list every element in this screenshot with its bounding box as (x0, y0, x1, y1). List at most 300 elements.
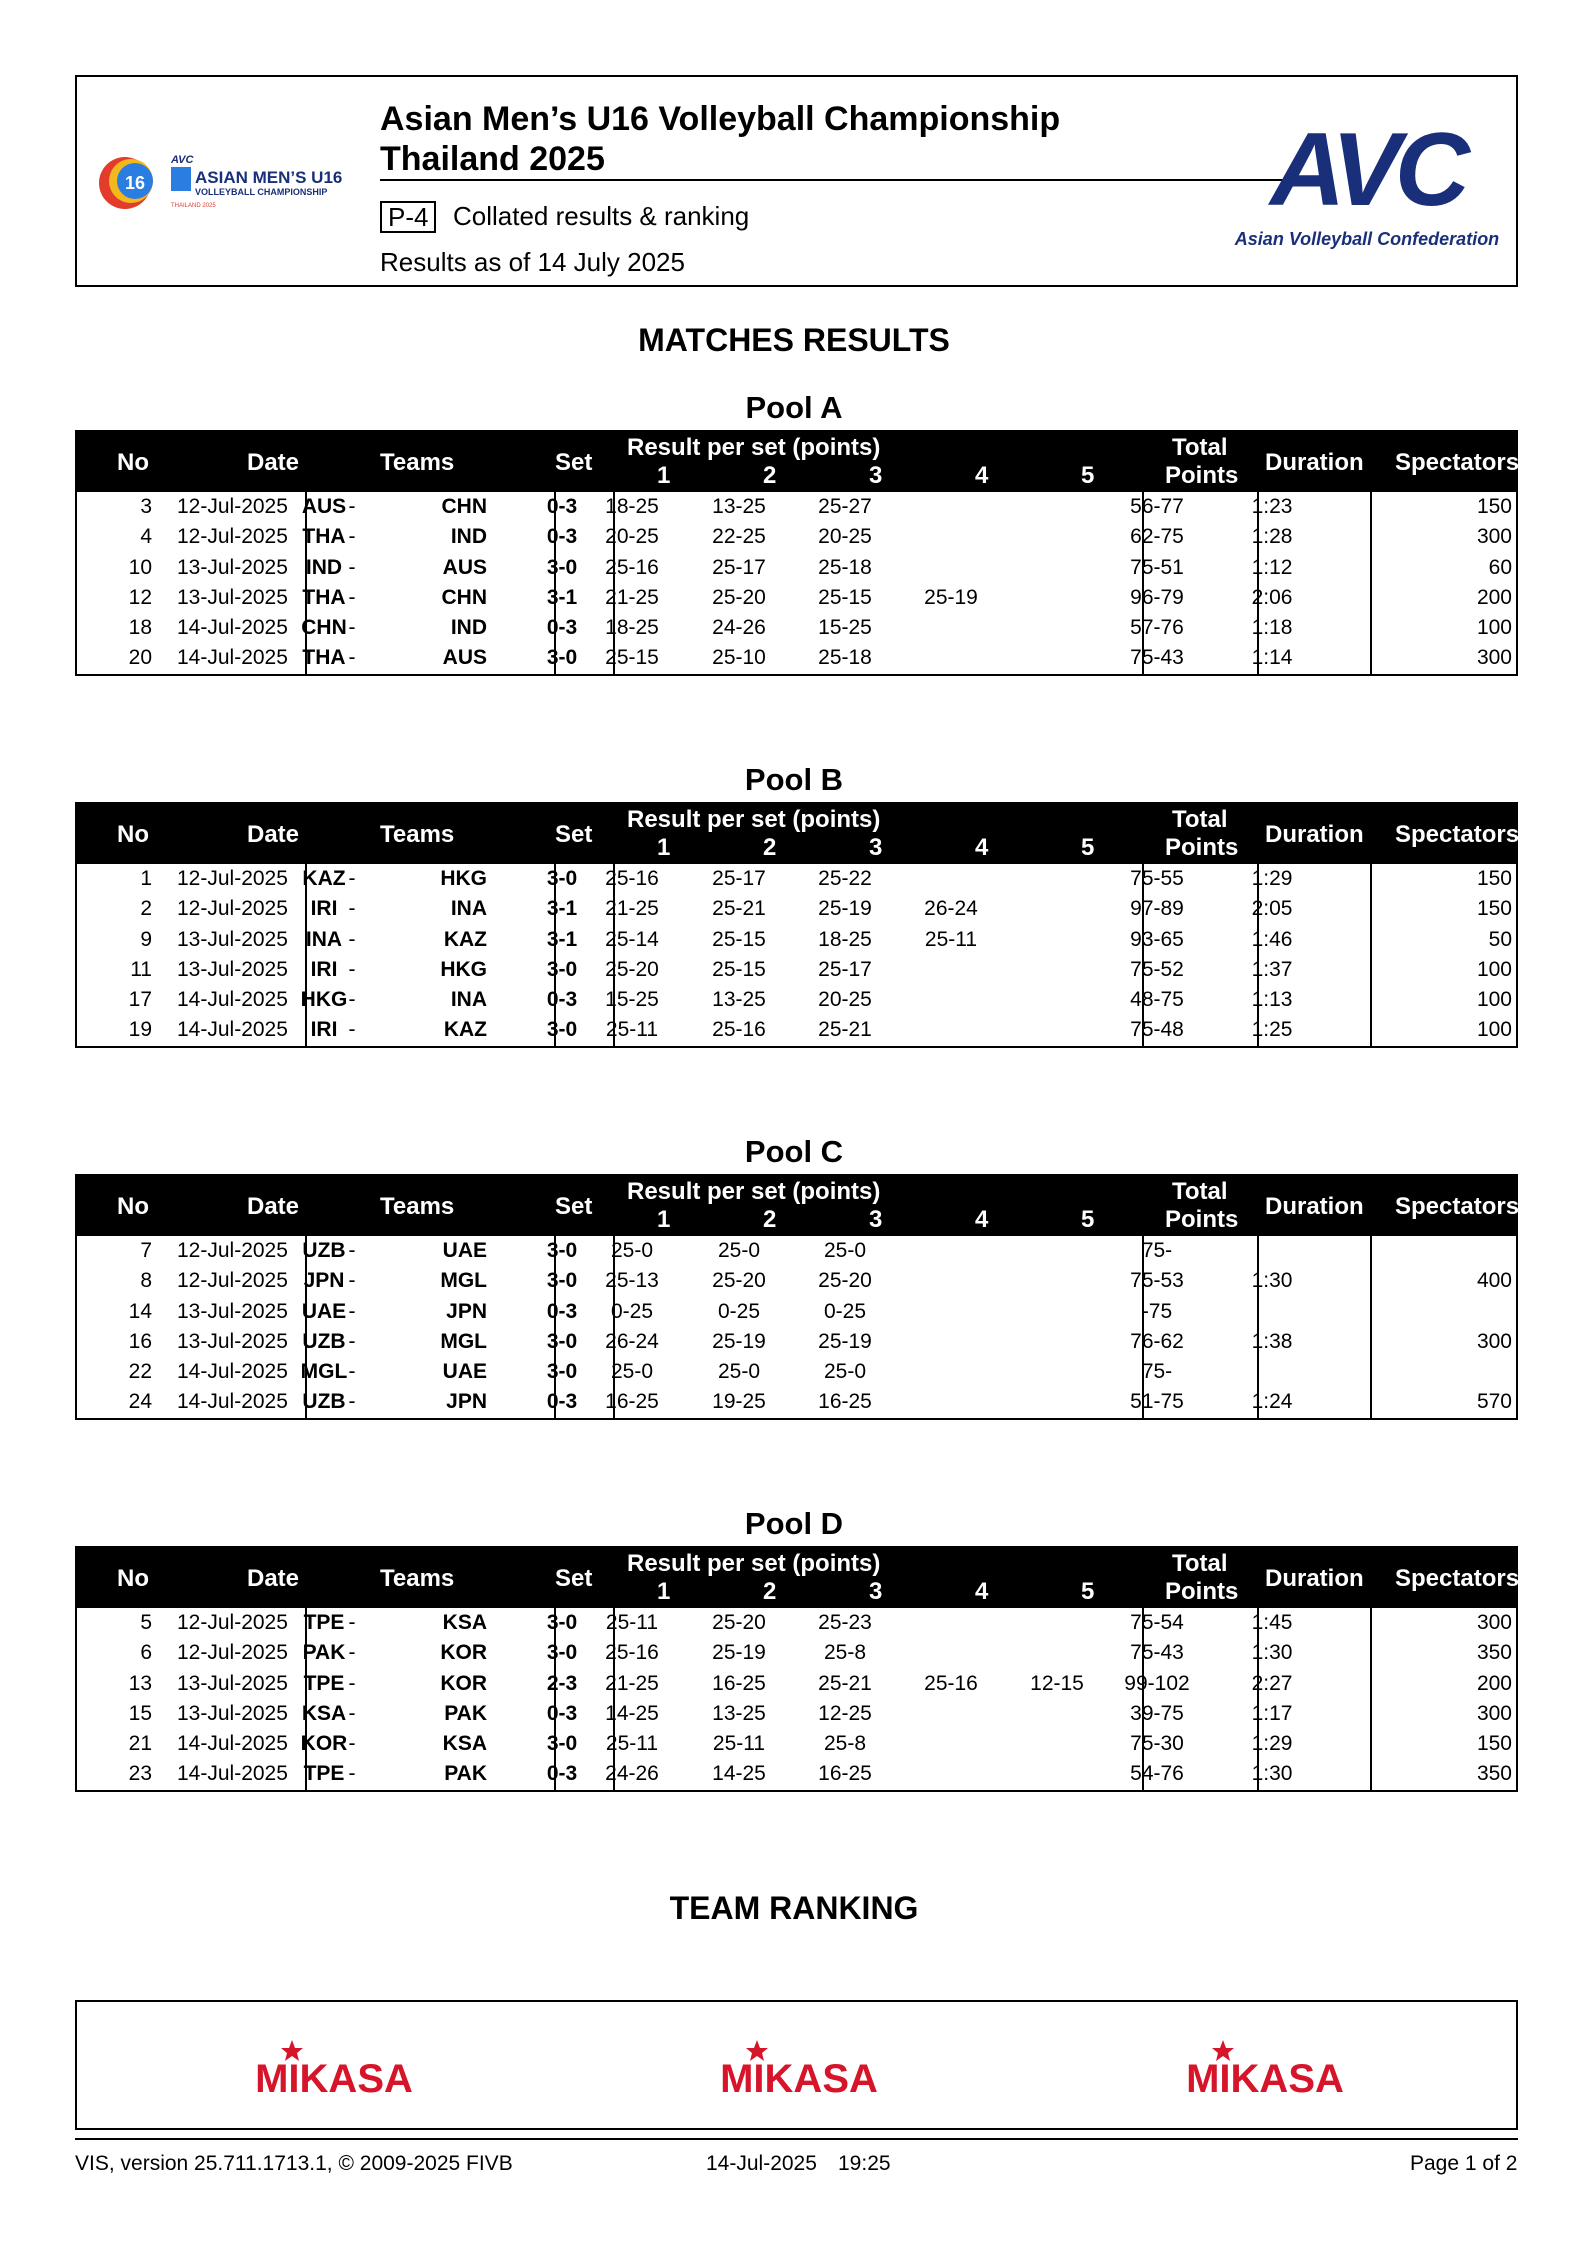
match-no: 12 (128, 585, 152, 609)
set-4-score: 25-16 (924, 1671, 978, 1695)
col-set-3-header: 3 (869, 1206, 883, 1233)
col-set-2-header: 2 (763, 834, 777, 861)
table-row: 8 12-Jul-2025 JPN - MGL 3-0 25-13 25-20 25-20 75-53 1:30 400 (77, 1266, 1516, 1296)
col-teams-header: Teams (380, 1193, 455, 1220)
spectators: 400 (1476, 1269, 1512, 1293)
match-date: 12-Jul-2025 (177, 867, 288, 890)
column-divider (305, 1608, 307, 1790)
col-set-4-header: 4 (975, 1206, 989, 1233)
team-separator: - (348, 1329, 356, 1353)
column-divider (1257, 864, 1259, 1046)
footer-page: Page 1 of 2 (1410, 2152, 1518, 2175)
duration: 1:30 (1251, 1641, 1293, 1665)
svg-text:THAILAND 2025: THAILAND 2025 (171, 203, 216, 209)
team-home: UAE (301, 1299, 347, 1323)
duration: 1:18 (1251, 616, 1293, 640)
set-1-score: 16-25 (605, 1390, 659, 1414)
spectators: 300 (1476, 1701, 1512, 1725)
team-home: THA (302, 585, 346, 609)
set-1-score: 25-14 (605, 927, 659, 951)
pool-title: Pool B (744, 762, 844, 797)
col-result-group-header: Result per set (points) (627, 434, 881, 461)
set-score: 0-3 (546, 1390, 578, 1414)
set-2-score: 25-21 (712, 897, 766, 921)
set-2-score: 0-25 (717, 1299, 761, 1323)
set-2-score: 13-25 (712, 1701, 766, 1725)
col-set-5-header: 5 (1081, 1206, 1095, 1233)
column-divider (305, 492, 307, 674)
pool-results-table (75, 802, 1518, 1048)
table-row: 17 14-Jul-2025 HKG - INA 0-3 15-25 13-25 20-25 48-75 1:13 100 (77, 985, 1516, 1015)
table-row: 10 13-Jul-2025 IND - AUS 3-0 25-16 25-17 25-18 75-51 1:12 60 (77, 553, 1516, 583)
set-2-score: 25-10 (712, 646, 766, 670)
team-separator: - (348, 1018, 356, 1042)
duration: 1:38 (1251, 1329, 1293, 1353)
match-date: 12-Jul-2025 (177, 1611, 288, 1634)
match-no: 13 (128, 1671, 152, 1695)
footer-date: 14-Jul-2025 (706, 2152, 817, 2175)
team-home: MGL (300, 1360, 348, 1384)
set-2-score: 19-25 (712, 1390, 766, 1414)
team-home: INA (305, 927, 343, 951)
col-set-header: Set (555, 1565, 593, 1592)
set-2-score: 25-17 (712, 555, 766, 579)
title-line-2: Thailand 2025 (380, 140, 605, 178)
team-home: THA (302, 646, 346, 670)
total-points: 56-77 (1130, 495, 1184, 518)
match-date: 14-Jul-2025 (177, 1390, 288, 1414)
avc-logo (1232, 117, 1507, 257)
set-3-score: 25-23 (818, 1611, 872, 1634)
match-no: 16 (128, 1329, 152, 1353)
team-separator: - (348, 1762, 356, 1786)
set-1-score: 0-25 (610, 1299, 654, 1323)
set-score: 3-0 (546, 867, 578, 890)
total-points: 75-43 (1130, 1641, 1184, 1665)
set-3-score: 25-22 (818, 867, 872, 890)
sponsors-box (75, 2000, 1518, 2130)
match-date: 12-Jul-2025 (177, 1641, 288, 1665)
set-3-score: 25-19 (818, 897, 872, 921)
set-3-score: 25-27 (818, 495, 872, 518)
table-row: 16 13-Jul-2025 UZB - MGL 3-0 26-24 25-19 25-19 76-62 1:38 300 (77, 1327, 1516, 1357)
set-1-score: 25-13 (605, 1269, 659, 1293)
column-divider (554, 1608, 556, 1790)
col-points-header: Points (1165, 1206, 1239, 1233)
set-2-score: 25-19 (712, 1641, 766, 1665)
col-total-header: Total (1172, 806, 1228, 833)
table-header (77, 432, 1520, 492)
match-no: 1 (140, 867, 152, 890)
table-header (77, 1176, 1520, 1236)
match-date: 14-Jul-2025 (177, 616, 288, 640)
set-3-score: 0-25 (823, 1299, 867, 1323)
team-home: IND (305, 555, 343, 579)
total-points: 48-75 (1130, 988, 1184, 1012)
column-divider (1257, 492, 1259, 674)
table-row: 21 14-Jul-2025 KOR - KSA 3-0 25-11 25-11 25-8 75-30 1:29 150 (77, 1729, 1516, 1759)
col-set-5-header: 5 (1081, 1578, 1095, 1605)
pool-title: Pool C (744, 1134, 844, 1169)
set-1-score: 15-25 (605, 988, 659, 1012)
match-date: 13-Jul-2025 (177, 957, 288, 981)
spectators: 100 (1476, 1018, 1512, 1042)
spectators: 150 (1476, 495, 1512, 518)
column-divider (1142, 864, 1144, 1046)
col-duration-header: Duration (1265, 449, 1364, 476)
table-row: 2 12-Jul-2025 IRI - INA 3-1 21-25 25-21 25-19 26-24 97-89 2:05 150 (77, 894, 1516, 924)
table-row: 1 12-Jul-2025 KAZ - HKG 3-0 25-16 25-17 25-22 75-55 1:29 150 (77, 864, 1516, 894)
set-2-score: 25-11 (712, 1732, 766, 1756)
team-separator: - (348, 1611, 356, 1634)
match-no: 3 (140, 495, 152, 518)
team-separator: - (348, 1269, 356, 1293)
set-2-score: 25-17 (712, 867, 766, 890)
set-2-score: 14-25 (712, 1762, 766, 1786)
column-divider (613, 864, 615, 1046)
column-divider (1142, 1236, 1144, 1418)
match-no: 20 (128, 646, 152, 670)
set-3-score: 25-17 (818, 957, 872, 981)
duration: 1:12 (1251, 555, 1293, 579)
team-separator: - (348, 525, 356, 549)
match-no: 2 (140, 897, 152, 921)
table-row: 19 14-Jul-2025 IRI - KAZ 3-0 25-11 25-16 25-21 75-48 1:25 100 (77, 1015, 1516, 1045)
set-3-score: 25-15 (818, 585, 872, 609)
col-spectators-header: Spectators (1395, 821, 1520, 848)
total-points: 54-76 (1130, 1762, 1184, 1786)
match-date: 13-Jul-2025 (177, 585, 288, 609)
spectators: 300 (1476, 646, 1512, 670)
spectators: 300 (1476, 1611, 1512, 1634)
set-2-score: 24-26 (712, 616, 766, 640)
set-score: 3-1 (546, 585, 578, 609)
team-home: TPE (303, 1671, 345, 1695)
table-row: 5 12-Jul-2025 TPE - KSA 3-0 25-11 25-20 25-23 75-54 1:45 300 (77, 1608, 1516, 1638)
set-score: 3-0 (546, 1329, 578, 1353)
total-points: 75-48 (1130, 1018, 1184, 1042)
col-points-header: Points (1165, 462, 1239, 489)
svg-text:MIKASA: MIKASA (255, 2057, 413, 2100)
spectators: 350 (1476, 1762, 1512, 1786)
set-3-score: 25-0 (823, 1239, 867, 1262)
set-1-score: 18-25 (605, 616, 659, 640)
duration: 1:45 (1251, 1611, 1293, 1634)
duration: 1:46 (1251, 927, 1293, 951)
set-score: 3-0 (546, 646, 578, 670)
team-separator: - (348, 585, 356, 609)
duration: 1:28 (1251, 525, 1293, 549)
match-no: 18 (128, 616, 152, 640)
match-no: 23 (128, 1762, 152, 1786)
column-divider (554, 492, 556, 674)
total-points: 75-30 (1130, 1732, 1184, 1756)
pool-results-table (75, 430, 1518, 676)
team-separator: - (348, 555, 356, 579)
match-date: 13-Jul-2025 (177, 1701, 288, 1725)
set-3-score: 20-25 (818, 525, 872, 549)
set-1-score: 21-25 (605, 1671, 659, 1695)
document-name: Collated results & ranking (453, 201, 750, 231)
table-row: 11 13-Jul-2025 IRI - HKG 3-0 25-20 25-15 25-17 75-52 1:37 100 (77, 955, 1516, 985)
total-points: 99-102 (1124, 1671, 1190, 1695)
match-no: 4 (140, 525, 152, 549)
set-1-score: 25-11 (605, 1732, 659, 1756)
set-1-score: 24-26 (605, 1762, 659, 1786)
duration: 1:30 (1251, 1269, 1293, 1293)
set-1-score: 25-20 (605, 957, 659, 981)
svg-text:ASIAN MEN’S U16: ASIAN MEN’S U16 (195, 168, 343, 187)
col-date-header: Date (247, 449, 300, 476)
pool-title: Pool D (744, 1506, 844, 1541)
team-separator: - (348, 1299, 356, 1323)
col-spectators-header: Spectators (1395, 449, 1520, 476)
col-result-group-header: Result per set (points) (627, 1550, 881, 1577)
spectators: 150 (1476, 867, 1512, 890)
pool-results-table (75, 1174, 1518, 1420)
col-set-header: Set (555, 1193, 593, 1220)
col-duration-header: Duration (1265, 1565, 1364, 1592)
set-3-score: 12-25 (818, 1701, 872, 1725)
set-score: 3-1 (546, 897, 578, 921)
column-divider (613, 1236, 615, 1418)
table-row: 13 13-Jul-2025 TPE - KOR 2-3 21-25 16-25 25-21 25-16 12-15 99-102 2:27 200 (77, 1669, 1516, 1699)
set-score: 3-0 (546, 957, 578, 981)
col-no-header: No (117, 1565, 149, 1592)
svg-text:Asian Volleyball Confederation: Asian Volleyball Confederation (1234, 229, 1500, 249)
col-set-4-header: 4 (975, 462, 989, 489)
col-set-3-header: 3 (869, 462, 883, 489)
duration: 1:17 (1251, 1701, 1293, 1725)
column-divider (1257, 1236, 1259, 1418)
team-home: JPN (303, 1269, 345, 1293)
spectators: 150 (1476, 1732, 1512, 1756)
svg-text:VOLLEYBALL CHAMPIONSHIP: VOLLEYBALL CHAMPIONSHIP (195, 187, 328, 197)
set-2-score: 25-20 (712, 1269, 766, 1293)
match-no: 15 (128, 1701, 152, 1725)
set-1-score: 25-16 (605, 867, 659, 890)
column-divider (554, 864, 556, 1046)
table-row: 20 14-Jul-2025 THA - AUS 3-0 25-15 25-10 25-18 75-43 1:14 300 (77, 643, 1516, 673)
pool-title: Pool A (745, 390, 843, 425)
col-set-4-header: 4 (975, 1578, 989, 1605)
match-date: 13-Jul-2025 (177, 1329, 288, 1353)
set-1-score: 18-25 (605, 495, 659, 518)
set-1-score: 25-11 (605, 1611, 659, 1634)
set-3-score: 16-25 (818, 1762, 872, 1786)
set-2-score: 13-25 (712, 988, 766, 1012)
spectators: 350 (1476, 1641, 1512, 1665)
team-home: TPE (303, 1762, 345, 1786)
total-points: 75-51 (1130, 555, 1184, 579)
team-home: TPE (303, 1611, 345, 1634)
set-score: 2-3 (546, 1671, 578, 1695)
team-separator: - (348, 646, 356, 670)
col-date-header: Date (247, 1565, 300, 1592)
total-points: 51-75 (1130, 1390, 1184, 1414)
match-date: 13-Jul-2025 (177, 555, 288, 579)
set-score: 0-3 (546, 988, 578, 1012)
footer-time: 19:25 (838, 2152, 891, 2175)
set-3-score: 16-25 (818, 1390, 872, 1414)
set-3-score: 25-18 (818, 555, 872, 579)
match-date: 14-Jul-2025 (177, 1360, 288, 1384)
match-date: 12-Jul-2025 (177, 1239, 288, 1262)
col-duration-header: Duration (1265, 821, 1364, 848)
duration: 1:37 (1251, 957, 1293, 981)
col-set-2-header: 2 (763, 1578, 777, 1605)
match-no: 10 (128, 555, 152, 579)
team-separator: - (348, 495, 356, 518)
spectators: 570 (1476, 1390, 1512, 1414)
svg-text:AVC: AVC (171, 154, 194, 166)
team-separator: - (348, 1701, 356, 1725)
footer-version: VIS, version 25.711.1713.1, © 2009-2025 FIVB (75, 2152, 513, 2175)
table-row: 7 12-Jul-2025 UZB - UAE 3-0 25-0 25-0 25-0 75- (77, 1236, 1516, 1266)
duration: 1:24 (1251, 1390, 1293, 1414)
total-points: 75- (1141, 1360, 1173, 1384)
duration: 2:27 (1251, 1671, 1293, 1695)
spectators: 50 (1488, 927, 1512, 951)
match-no: 8 (140, 1269, 152, 1293)
col-duration-header: Duration (1265, 1193, 1364, 1220)
set-3-score: 25-0 (823, 1360, 867, 1384)
table-row: 4 12-Jul-2025 THA - IND 0-3 20-25 22-25 20-25 62-75 1:28 300 (77, 522, 1516, 552)
total-points: 97-89 (1130, 897, 1184, 921)
col-points-header: Points (1165, 1578, 1239, 1605)
document-code: P-4 (380, 201, 436, 233)
spectators: 300 (1476, 1329, 1512, 1353)
set-score: 0-3 (546, 495, 578, 518)
column-divider (1370, 492, 1372, 674)
team-home: THA (302, 525, 346, 549)
team-separator: - (348, 988, 356, 1012)
total-points: 75-52 (1130, 957, 1184, 981)
team-home: IRI (310, 897, 338, 921)
team-separator: - (348, 867, 356, 890)
set-3-score: 15-25 (818, 616, 872, 640)
col-date-header: Date (247, 1193, 300, 1220)
pool-results-table (75, 1546, 1518, 1792)
mikasa-logo (699, 2030, 899, 2100)
spectators: 100 (1476, 988, 1512, 1012)
svg-text:MIKASA: MIKASA (720, 2057, 878, 2100)
set-score: 0-3 (546, 1762, 578, 1786)
table-row: 22 14-Jul-2025 MGL - UAE 3-0 25-0 25-0 25-0 75- (77, 1357, 1516, 1387)
duration: 1:29 (1251, 1732, 1293, 1756)
title-rule (380, 179, 1290, 181)
mikasa-logo (1165, 2030, 1365, 2100)
total-points: 57-76 (1130, 616, 1184, 640)
team-home: UZB (302, 1329, 346, 1353)
total-points: 62-75 (1130, 525, 1184, 549)
match-date: 13-Jul-2025 (177, 1671, 288, 1695)
column-divider (305, 1236, 307, 1418)
match-no: 7 (140, 1239, 152, 1262)
document-title (380, 99, 1060, 179)
set-score: 3-0 (546, 1641, 578, 1665)
col-set-2-header: 2 (763, 1206, 777, 1233)
col-set-1-header: 1 (657, 1206, 671, 1233)
results-as-of: Results as of 14 July 2025 (380, 247, 685, 277)
spectators: 300 (1476, 525, 1512, 549)
set-3-score: 25-8 (823, 1641, 867, 1665)
team-separator: - (348, 957, 356, 981)
table-row: 14 13-Jul-2025 UAE - JPN 0-3 0-25 0-25 0-25 -75 (77, 1297, 1516, 1327)
set-score: 3-0 (546, 1239, 578, 1262)
set-score: 3-0 (546, 1732, 578, 1756)
total-points: 93-65 (1130, 927, 1184, 951)
col-no-header: No (117, 1193, 149, 1220)
match-no: 24 (128, 1390, 152, 1414)
team-home: KSA (301, 1701, 347, 1725)
match-no: 11 (130, 957, 152, 981)
set-1-score: 25-16 (605, 555, 659, 579)
match-date: 14-Jul-2025 (177, 1732, 288, 1756)
table-row: 23 14-Jul-2025 TPE - PAK 0-3 24-26 14-25 16-25 54-76 1:30 350 (77, 1759, 1516, 1789)
set-4-score: 25-11 (924, 927, 978, 951)
set-3-score: 20-25 (818, 988, 872, 1012)
col-set-1-header: 1 (657, 1578, 671, 1605)
set-3-score: 25-20 (818, 1269, 872, 1293)
set-2-score: 25-15 (712, 957, 766, 981)
duration: 1:23 (1251, 495, 1293, 518)
team-home: IRI (310, 957, 338, 981)
column-divider (305, 864, 307, 1046)
table-header (77, 1548, 1520, 1608)
set-2-score: 25-0 (717, 1239, 761, 1262)
total-points: 75-54 (1130, 1611, 1184, 1634)
col-set-header: Set (555, 821, 593, 848)
team-separator: - (348, 897, 356, 921)
duration: 2:05 (1251, 897, 1293, 921)
total-points: 75-43 (1130, 646, 1184, 670)
set-score: 0-3 (546, 525, 578, 549)
set-1-score: 25-0 (610, 1239, 654, 1262)
spectators: 150 (1476, 897, 1512, 921)
total-points: 96-79 (1130, 585, 1184, 609)
col-set-2-header: 2 (763, 462, 777, 489)
match-date: 12-Jul-2025 (177, 897, 288, 921)
set-1-score: 20-25 (605, 525, 659, 549)
table-row: 15 13-Jul-2025 KSA - PAK 0-3 14-25 13-25 12-25 39-75 1:17 300 (77, 1699, 1516, 1729)
team-home: IRI (310, 1018, 338, 1042)
column-divider (613, 1608, 615, 1790)
col-total-header: Total (1172, 434, 1228, 461)
col-date-header: Date (247, 821, 300, 848)
col-set-4-header: 4 (975, 834, 989, 861)
col-result-group-header: Result per set (points) (627, 806, 881, 833)
match-no: 19 (128, 1018, 152, 1042)
col-result-group-header: Result per set (points) (627, 1178, 881, 1205)
col-set-3-header: 3 (869, 1578, 883, 1605)
set-3-score: 25-21 (818, 1671, 872, 1695)
set-1-score: 21-25 (605, 585, 659, 609)
set-1-score: 25-15 (605, 646, 659, 670)
spectators: 60 (1488, 555, 1512, 579)
team-separator: - (348, 616, 356, 640)
col-points-header: Points (1165, 834, 1239, 861)
set-2-score: 25-15 (712, 927, 766, 951)
column-divider (1142, 1608, 1144, 1790)
table-row: 12 13-Jul-2025 THA - CHN 3-1 21-25 25-20 25-15 25-19 96-79 2:06 200 (77, 583, 1516, 613)
team-separator: - (348, 927, 356, 951)
match-date: 12-Jul-2025 (177, 525, 288, 549)
matches-results-title: MATCHES RESULTS (638, 322, 950, 358)
col-teams-header: Teams (380, 821, 455, 848)
match-date: 13-Jul-2025 (177, 927, 288, 951)
table-row: 3 12-Jul-2025 AUS - CHN 0-3 18-25 13-25 25-27 56-77 1:23 150 (77, 492, 1516, 522)
